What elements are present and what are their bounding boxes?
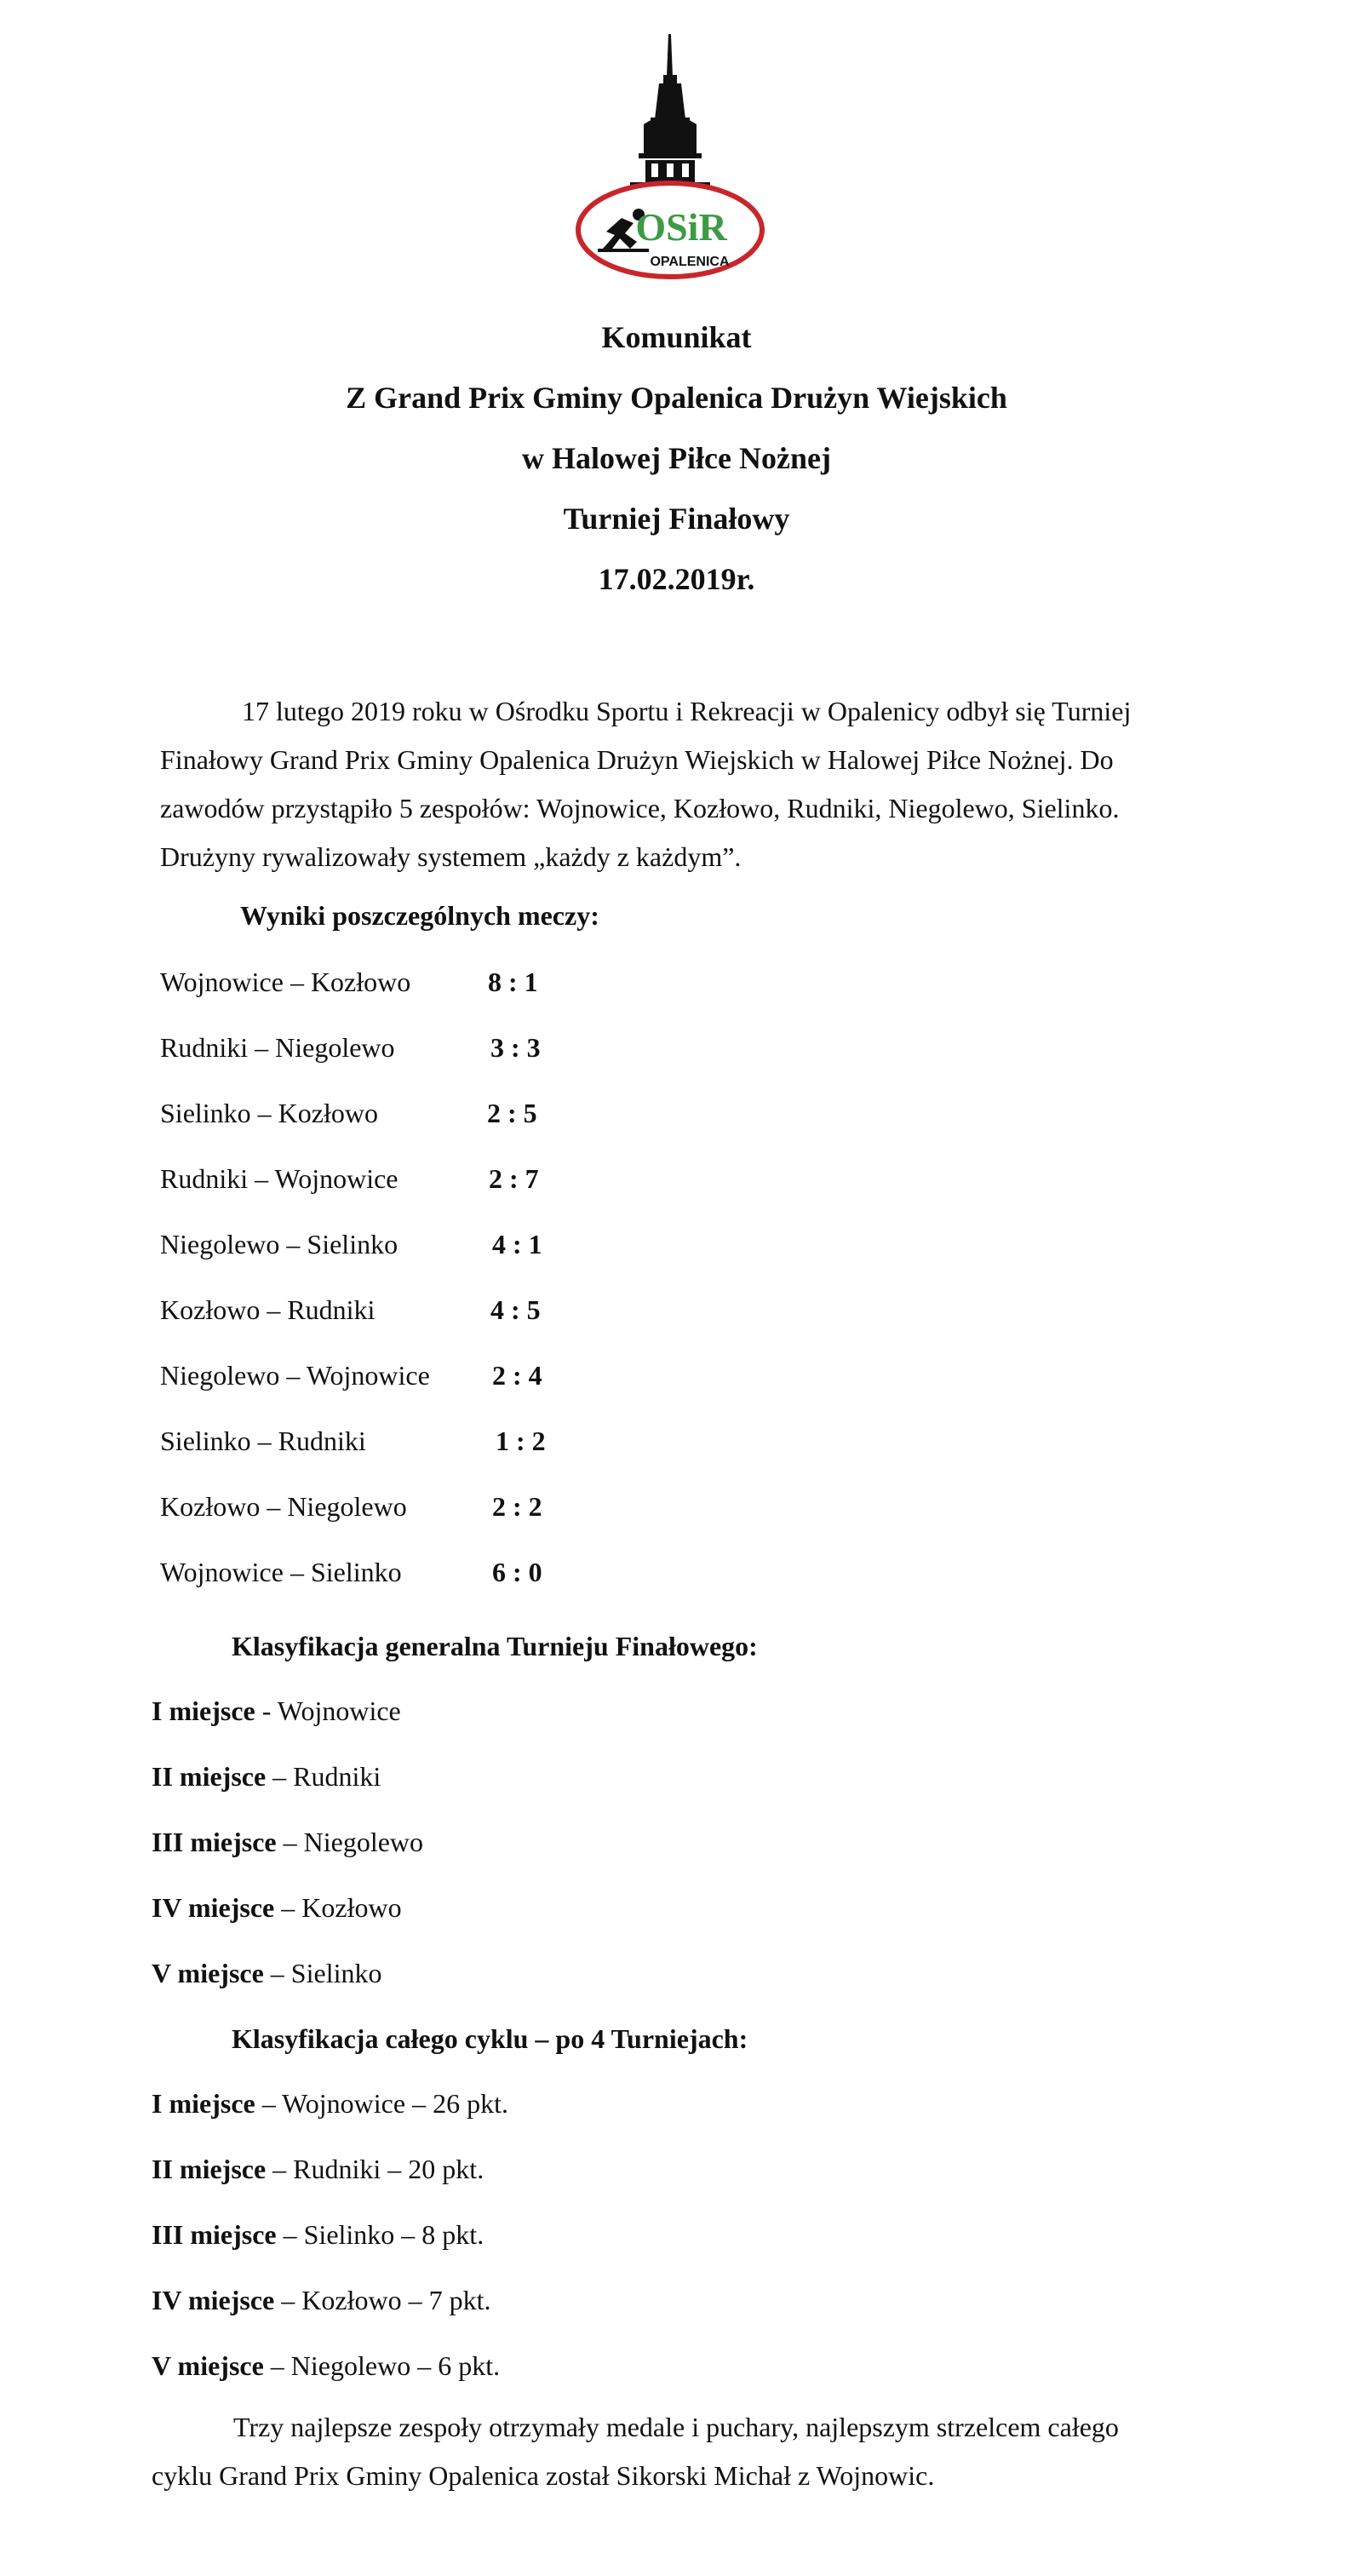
match-teams: Rudniki – Niegolewo	[160, 1032, 395, 1063]
cycle-ranking-item	[152, 2285, 490, 2316]
match-teams: Kozłowo – Niegolewo	[160, 1491, 407, 1522]
match-score: 4 : 1	[492, 1229, 542, 1259]
place-label: III miejsce	[152, 2219, 277, 2250]
match-score: 2 : 7	[489, 1163, 539, 1194]
match-row	[160, 1098, 671, 1132]
cycle-ranking-item	[152, 2350, 500, 2382]
place-value: - Wojnowice	[255, 1695, 401, 1726]
match-teams: Kozłowo – Rudniki	[160, 1294, 376, 1325]
place-label: I miejsce	[152, 2088, 255, 2119]
place-value: – Rudniki – 20 pkt.	[266, 2154, 484, 2184]
match-row	[160, 1229, 671, 1263]
match-teams: Niegolewo – Wojnowice	[160, 1360, 430, 1391]
place-value: – Wojnowice – 26 pkt.	[255, 2088, 508, 2119]
cycle-ranking-item	[152, 2219, 484, 2251]
match-row	[160, 1163, 671, 1197]
results-title: Wyniki poszczególnych meczy:	[240, 900, 599, 931]
final-ranking-item	[152, 1695, 401, 1727]
intro-paragraph: 17 lutego 2019 roku w Ośrodku Sportu i Rekreacji w Opalenicy odbył się Turniej Finałowy Grand Prix Gminy Opalenica Drużyn Wiejskich w Halowej Piłce Nożnej. Do zawodów przystąpiło 5 zespołów: Wojnowice, Kozłowo, Rudniki, Niegolewo, Sielinko. Drużyny rywalizowały systemem „każdy z każdym”.	[160, 696, 1132, 872]
place-value: – Rudniki	[266, 1761, 381, 1792]
place-value: – Sielinko	[263, 1958, 382, 1988]
match-score: 4 : 5	[490, 1294, 541, 1325]
match-row	[160, 967, 671, 1001]
match-teams: Niegolewo – Sielinko	[160, 1229, 398, 1259]
place-label: II miejsce	[152, 1761, 267, 1792]
match-score: 1 : 2	[496, 1426, 546, 1456]
match-score: 6 : 0	[492, 1557, 542, 1587]
place-value: – Kozłowo – 7 pkt.	[274, 2285, 491, 2315]
match-teams: Sielinko – Kozłowo	[160, 1098, 378, 1128]
place-label: V miejsce	[152, 1958, 264, 1988]
place-label: IV miejsce	[152, 2285, 275, 2315]
match-score: 2 : 5	[487, 1098, 537, 1128]
match-teams: Wojnowice – Kozłowo	[160, 967, 411, 997]
final-ranking-title: Klasyfikacja generalna Turnieju Finałowego:	[232, 1631, 758, 1661]
heading-line-1: Komunikat	[601, 320, 752, 354]
place-value: – Niegolewo	[276, 1827, 424, 1857]
place-label: III miejsce	[152, 1827, 277, 1857]
match-teams: Rudniki – Wojnowice	[160, 1163, 398, 1194]
osir-logo	[570, 26, 775, 281]
match-row	[160, 1294, 671, 1328]
match-row	[160, 1032, 671, 1066]
cycle-ranking-item	[152, 2088, 508, 2120]
cycle-ranking-item	[152, 2154, 484, 2185]
match-row	[160, 1426, 671, 1460]
heading-line-2: Z Grand Prix Gminy Opalenica Drużyn Wiejskich	[346, 381, 1007, 415]
match-score: 8 : 1	[488, 967, 538, 997]
final-ranking-item	[152, 1892, 402, 1924]
match-score: 3 : 3	[490, 1032, 541, 1063]
heading-line-3: w Halowej Piłce Nożnej	[522, 441, 831, 475]
match-teams: Wojnowice – Sielinko	[160, 1557, 402, 1587]
match-row	[160, 1557, 671, 1591]
place-label: IV miejsce	[152, 1892, 275, 1923]
logo-osir-text: OSiR	[635, 205, 727, 249]
cycle-ranking-title: Klasyfikacja całego cyklu – po 4 Turniejach:	[232, 2023, 748, 2054]
osir-tower-logo-icon	[570, 26, 775, 281]
place-value: – Kozłowo	[274, 1892, 402, 1923]
final-ranking-item	[152, 1958, 381, 1989]
place-value: – Niegolewo – 6 pkt.	[263, 2350, 501, 2381]
heading-line-4: Turniej Finałowy	[563, 502, 790, 536]
closing-paragraph: Trzy najlepsze zespoły otrzymały medale i puchary, najlepszym strzelcem całego cyklu Grand Prix Gminy Opalenica został Sikorski Michał z Wojnowic.	[152, 2412, 1119, 2491]
final-ranking-item	[152, 1761, 381, 1793]
match-row	[160, 1360, 671, 1394]
match-row	[160, 1491, 671, 1525]
place-value: – Sielinko – 8 pkt.	[276, 2219, 484, 2250]
match-score: 2 : 2	[492, 1491, 542, 1522]
heading-line-5: 17.02.2019r.	[598, 562, 755, 596]
logo-opalenica-text: OPALENICA	[650, 255, 730, 269]
final-ranking-item	[152, 1827, 423, 1858]
place-label: II miejsce	[152, 2154, 267, 2184]
place-label: I miejsce	[152, 1695, 255, 1726]
match-score: 2 : 4	[492, 1360, 542, 1391]
place-label: V miejsce	[152, 2350, 264, 2381]
match-teams: Sielinko – Rudniki	[160, 1426, 366, 1456]
